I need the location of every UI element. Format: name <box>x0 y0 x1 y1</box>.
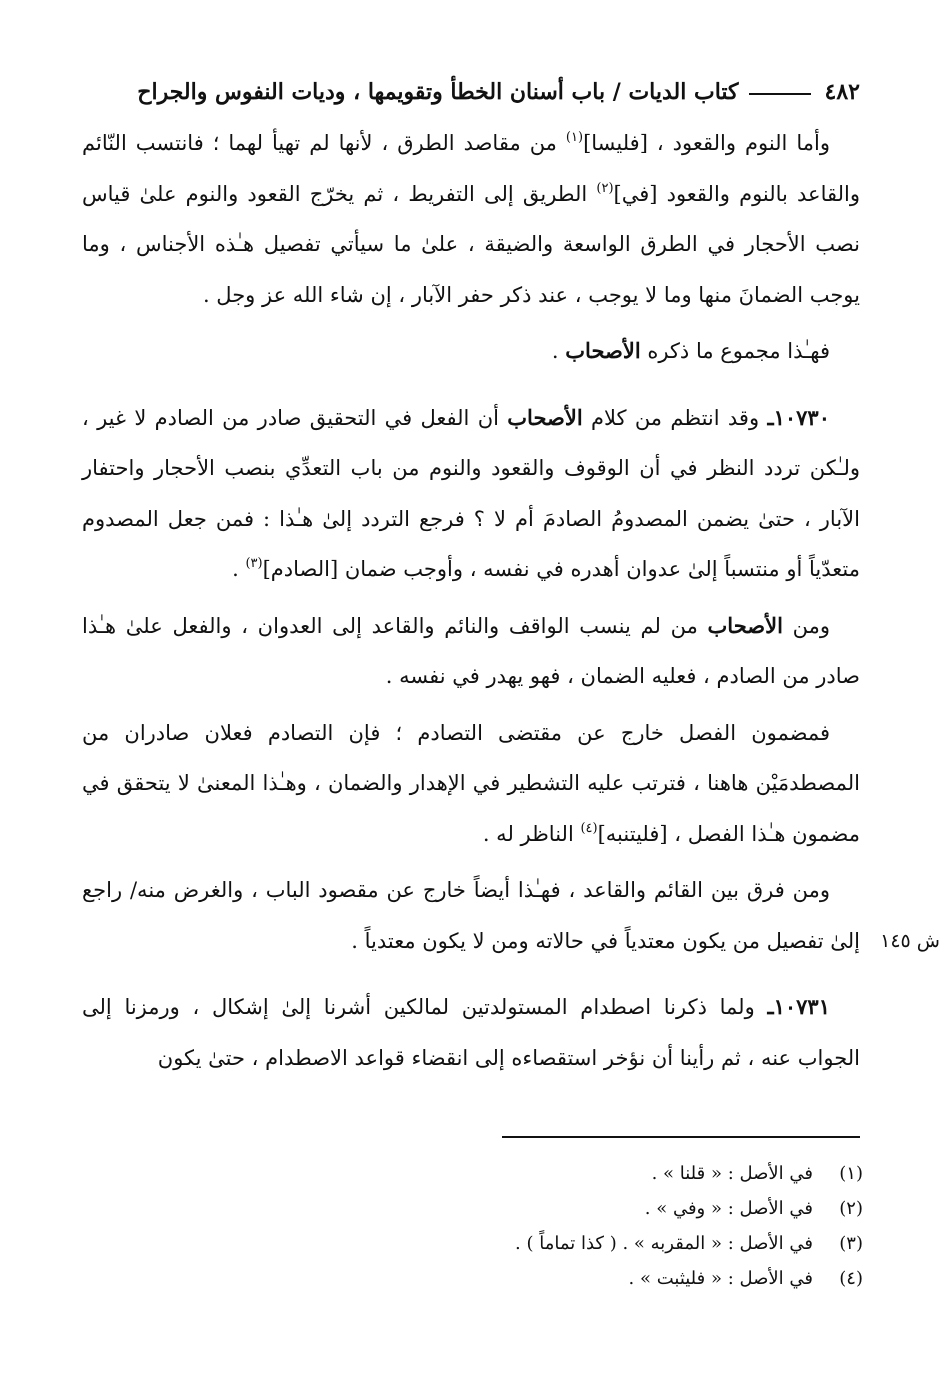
issue-number: ١٠٧٣٠ـ <box>767 404 830 430</box>
footnote: (٤) في الأصل : « فليثبت » . <box>628 1268 863 1289</box>
paragraph-4: ومن الأصحاب من لم ينسب الواقف والنائم والقاعد إلى العدوان ، والفعل علىٰ هـٰذا صادر من الصادم ، فعليه الضمان ، فهو يهدر في نفسه . <box>82 612 860 688</box>
footnotes <box>363 1156 863 1296</box>
page-number: ٤٨٢ <box>824 79 860 105</box>
footnote: (٣) في الأصل : « المقربه » . ( كذا تماماً ) . <box>515 1233 863 1254</box>
paragraph-1: وأما النوم والقعود ، [فليسا]$^{(١)}$ من مقاصد الطرق ، لأنها لم تهيأ لهما ؛ فانتسب النّائم والقاعد بالنوم والقعود [في]$^{(٢)}$ الطريق إلى التفريط ، ثم يخرّج القعود والنوم علىٰ قياس نصب الأحجار في الطرق الواسعة والضيقة ، علىٰ ما سيأتي تفصيل هـٰذه الأجناس ، وما يوجب الضمانَ منها وما لا يوجب ، عند ذكر حفر الآبار ، إن شاء الله عز وجل . <box>82 130 860 307</box>
paragraph-3: ١٠٧٣٠ـ وقد انتظم من كلام الأصحاب أن الفعل في التحقيق صادر من الصادم لا غير ، ولـٰكن تردد النظر في أن الوقوف والقعود والنوم من باب التعدِّي بنصب الأحجار واحتفار الآبار ، حتىٰ يضمن المصدومُ الصادمَ أم لا ؟ فرجع التردد إلىٰ هـٰذا : فمن جعل المصدوم متعدّياً أو منتسباً إلىٰ عدوان أهدره في نفسه ، وأوجب ضمان [الصادم]$^{(٣)}$ . <box>82 404 860 581</box>
margin-page-marker: ش ١٤٥ <box>880 930 940 952</box>
footnote: (١) في الأصل : « قلنا » . <box>651 1163 863 1184</box>
issue-number: ١٠٧٣١ـ <box>767 994 830 1019</box>
footnote-ref-4: (٤) <box>580 820 598 836</box>
footnote-separator <box>502 1136 860 1138</box>
running-header <box>82 72 860 112</box>
header-rule <box>749 93 811 95</box>
paragraph-5: فمضمون الفصل خارج عن مقتضى التصادم ؛ فإن التصادم فعلان صادران من المصطدمَيْن هاهنا ، فترتب عليه التشطير في الإهدار والضمان ، وهـٰذا المعنىٰ لا يتحقق في مضمون هـٰذا الفصل ، [فليتنبه]$^{(٤)}$ الناظر له . <box>82 720 860 846</box>
footnote-ref-2: (٢) <box>596 180 614 196</box>
paragraph-7: ١٠٧٣١ـ ولما ذكرنا اصطدام المستولدتين لمالكين أشرنا إلىٰ إشكال ، ورمزنا إلى الجواب عنه ، ثم رأينا أن نؤخر استقصاءه إلى انقضاء قواعد الاصطدام ، حتىٰ يكون <box>82 994 860 1070</box>
paragraph-6: ومن فرق بين القائم والقاعد ، فهـٰذا أيضاً خارج عن مقصود الباب ، والغرض منه/ راجع إلىٰ تفصيل من يكون معتدياً في حالاته ومن لا يكون معتدياً . <box>82 878 860 953</box>
footnote-ref-1: (١) <box>565 130 584 145</box>
main-text <box>82 118 860 1083</box>
paragraph-2: فهـٰذا مجموع ما ذكره الأصحاب . <box>551 338 830 363</box>
footnote: (٢) في الأصل : « وفي » . <box>644 1198 863 1219</box>
running-title: كتاب الديات / باب أسنان الخطأ وتقويمها ، وديات النفوس والجراح <box>137 79 739 105</box>
footnote-ref-3: (٣) <box>245 556 263 571</box>
